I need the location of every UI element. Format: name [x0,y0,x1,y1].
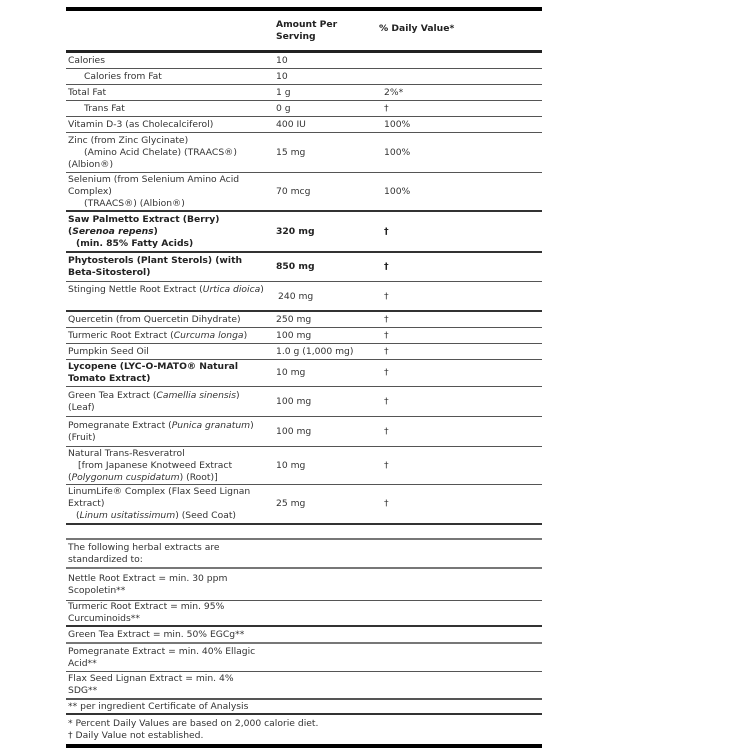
nutrient-dv: 100% [384,185,411,197]
footnote-certificate-row [66,700,542,715]
text-line: SDG** [68,685,98,696]
name-line: Selenium (from Selenium Amino Acid [68,173,240,185]
name-line: Lycopene (LYC-O-MATO® Natural [68,361,238,372]
standardized-item [66,644,542,672]
nutrient-amount: 320 mg [276,225,315,237]
nutrient-name [66,174,276,210]
nutrient-amount: 250 mg [276,313,312,325]
standardized-item [66,601,542,627]
name-line: Extract) [68,498,105,509]
nutrient-dv: † [384,313,389,325]
nutrient-amount: 1 g [276,86,291,98]
table-row-selenium [66,173,542,212]
nutrient-amount: 850 mg [276,261,315,272]
table-row-lycopene [66,360,542,387]
name-line: LinumLife® Complex (Flax Seed Lignan [68,486,251,497]
standardized-title [66,542,542,566]
table-header [66,11,542,53]
nutrient-amount: 100 mg [276,329,312,341]
nutrient-name [66,330,276,342]
nutrient-dv: † [384,425,389,437]
name-line: (Fruit) [68,431,96,443]
name-line: Natural Trans-Resveratrol [68,447,185,459]
name-part: ) [260,284,264,295]
nutrient-amount: 400 IU [276,118,306,130]
nutrient-dv: 2%* [384,86,404,98]
footnote-percent-dv: * Percent Daily Values are based on 2,000 calorie diet. [68,717,319,729]
nutrient-dv: 100% [384,118,411,130]
nutrient-name: Quercetin (from Quercetin Dihydrate) [68,313,241,325]
title-line: The following herbal extracts are [68,541,220,553]
name-part: Green Tea Extract ( [68,389,157,401]
footnote-dagger: † Daily Value not established. [68,729,204,741]
table-row-resveratrol [66,447,542,485]
table-row-stinging-nettle [66,282,542,312]
nutrient-amount: 240 mg [278,291,314,302]
header-amount: Amount Per Serving [276,19,338,42]
text-line: Pomegranate Extract = min. 40% Ellagic [68,645,256,657]
nutrient-amount: 25 mg [276,498,306,509]
text-line: Acid** [68,657,97,669]
latin-name: Urtica dioica [202,284,261,295]
name-line: Zinc (from Zinc Glycinate) [68,134,189,146]
nutrient-dv: † [384,329,389,341]
nutrient-dv: † [384,395,389,407]
standardized-heading [66,540,542,569]
nutrient-amount: 70 mcg [276,185,311,197]
standardized-text [66,573,542,597]
nutrient-dv: 100% [384,146,411,158]
standardized-item [66,627,542,644]
nutrient-name [66,486,276,522]
nutrient-dv: † [384,459,389,471]
name-part: ( [76,510,80,521]
nutrient-amount: 10 mg [276,459,306,471]
standardized-text [66,646,542,670]
nutrient-dv: † [384,261,389,272]
standardized-text: Green Tea Extract = min. 50% EGCg** [68,628,245,640]
text-line: Curcuminoids** [68,613,140,624]
nutrient-name [66,420,276,444]
nutrient-name: Vitamin D-3 (as Cholecalciferol) [68,118,214,130]
name-line: [from Japanese Knotweed Extract [78,459,233,471]
name-part: ) [243,329,248,341]
name-part: ) (Root)] [179,471,218,483]
nutrient-amount: 100 mg [276,395,312,407]
table-row-phytosterols [66,253,542,282]
name-line: (TRAACS®) (Albion®) [84,197,185,209]
nutrient-name [66,361,276,385]
nutrient-name: Pumpkin Seed Oil [68,345,149,357]
name-line: Tomato Extract) [68,373,151,384]
table-row-quercetin [66,312,542,328]
name-part: Stinging Nettle Root Extract ( [68,284,203,295]
name-part: ) (Seed Coat) [175,510,237,521]
name-line: (Leaf) [68,401,95,413]
name-line: (Amino Acid Chelate) (TRAACS®) [84,146,237,158]
nutrient-name [66,255,276,279]
title-line: standardized to: [68,553,143,565]
standardized-text [66,673,542,697]
nutrient-dv: † [384,367,389,378]
section-spacer [66,525,542,540]
nutrient-dv: † [384,345,389,357]
latin-name: Serenoa repens [72,225,154,237]
nutrient-dv: † [384,291,389,302]
text-line: Turmeric Root Extract = min. 95% [68,601,225,612]
name-line: Beta-Sitosterol) [68,267,151,278]
nutrient-dv: † [384,102,389,114]
nutrient-amount: 0 g [276,102,291,114]
table-row-pomegranate [66,417,542,447]
nutrient-name [66,448,276,484]
name-line: (Albion®) [68,158,114,170]
nutrient-name: Trans Fat [84,102,125,114]
footnotes-row [66,715,542,744]
name-line: (min. 85% Fatty Acids) [76,237,194,249]
latin-name: Camellia sinensis [156,389,237,401]
nutrient-amount: 15 mg [276,146,306,158]
header-daily-value: % Daily Value* [379,23,455,34]
footnotes [66,718,542,742]
table-row-saw-palmetto [66,212,542,253]
nutrient-name [66,214,276,250]
bottom-rule [66,744,542,748]
name-part: Turmeric Root Extract ( [68,329,174,341]
name-line: Phytosterols (Plant Sterols) (with [68,255,242,266]
text-line: Flax Seed Lignan Extract = min. 4% [68,673,234,684]
table-row-calories-from-fat [66,69,542,85]
latin-name: Linum usitatissimum [79,510,176,521]
name-part: Pomegranate Extract ( [68,419,172,431]
paren: ) [153,225,158,237]
table-row-turmeric [66,328,542,344]
table-row-trans-fat [66,101,542,117]
nutrient-name [66,390,276,414]
text-line: Nettle Root Extract = min. 30 ppm [68,572,228,584]
nutrient-amount: 10 [276,54,288,66]
latin-name: Punica granatum [171,419,251,431]
nutrient-amount: 100 mg [276,425,312,437]
header-blank [66,11,276,50]
nutrient-dv: † [384,225,389,237]
table-row-total-fat [66,85,542,101]
standardized-text [66,601,542,625]
name-part: ( [68,471,72,483]
text-line: Scopoletin** [68,584,126,596]
table-row-green-tea [66,387,542,417]
nutrient-name [66,282,278,296]
nutrient-name: Calories [68,54,105,66]
name-part: ) [250,419,254,431]
nutrient-name: Total Fat [68,86,107,98]
name-line: Saw Palmetto Extract (Berry) [68,213,220,225]
nutrient-name [66,135,276,171]
nutrient-amount: 10 mg [276,367,306,378]
table-row-pumpkin-seed-oil [66,344,542,360]
nutrient-name: Calories from Fat [84,70,162,82]
nutrient-amount: 10 [276,70,288,82]
paren: ( [68,225,73,237]
name-line: Complex) [68,185,112,197]
standardized-item [66,672,542,700]
standardized-item [66,569,542,601]
nutrient-amount: 1.0 g (1,000 mg) [276,345,354,357]
table-row-vitamin-d3 [66,117,542,133]
latin-name: Polygonum cuspidatum [71,471,180,483]
nutrient-dv: † [384,498,389,509]
table-row-calories [66,53,542,69]
name-part: ) [236,389,240,401]
table-row-linumlife [66,485,542,525]
table-row-zinc [66,133,542,173]
latin-name: Curcuma longa [173,329,244,341]
footnote-certificate: ** per ingredient Certificate of Analysis [68,700,249,712]
supplement-facts-table [66,7,542,748]
